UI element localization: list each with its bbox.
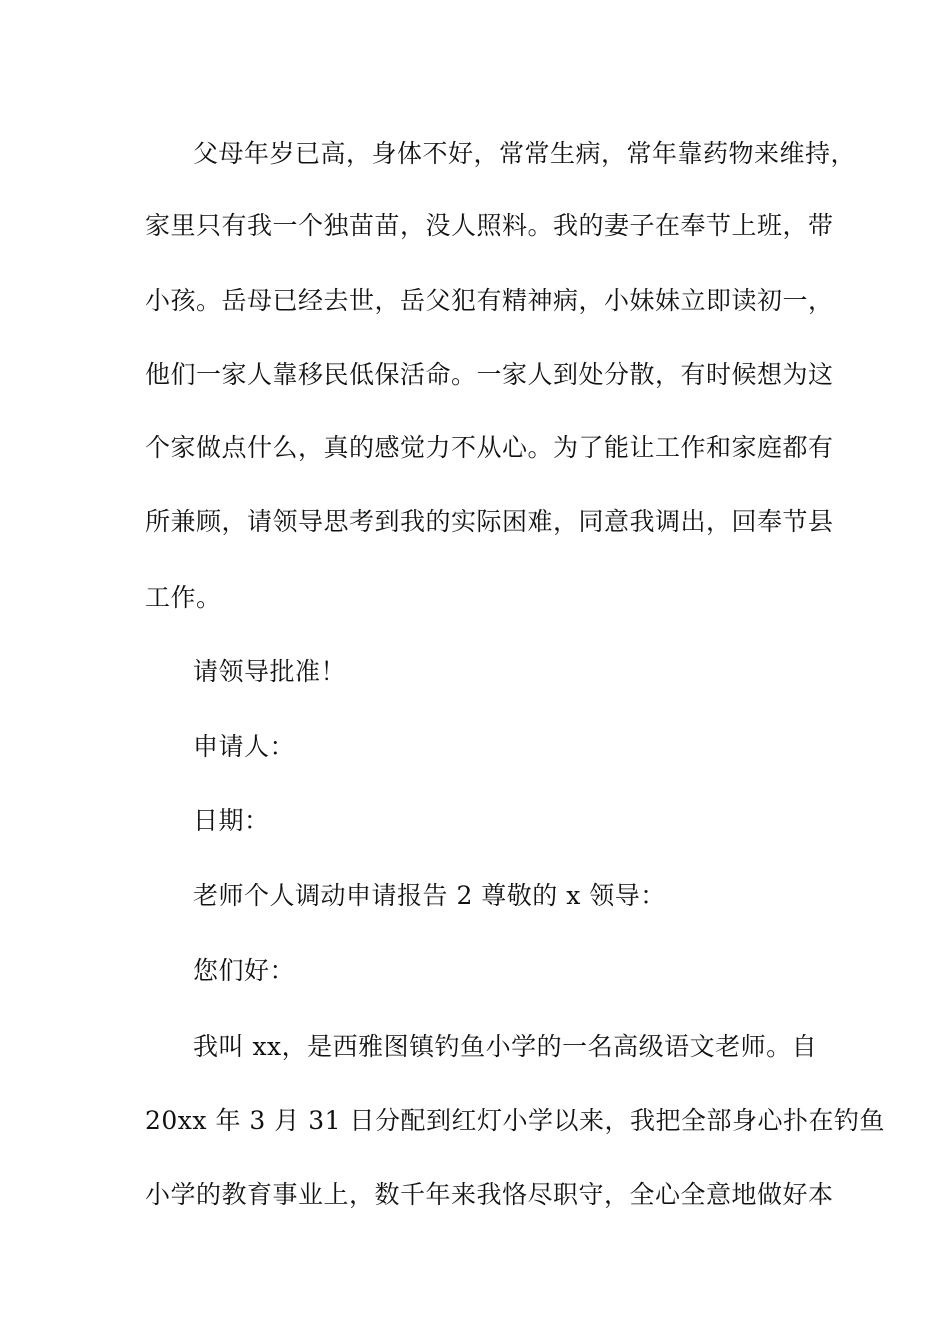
paragraph-line-1: 父母年岁已高，身体不好，常常生病，常年靠药物来维持，: [193, 139, 857, 168]
paragraph-line-4: 他们一家人靠移民低保活命。一家人到处分散，有时候想为这: [145, 360, 834, 389]
second-report-heading: 老师个人调动申请报告 2 尊敬的 x 领导：: [193, 881, 666, 910]
date-label: 日期：: [193, 806, 270, 835]
greeting: 您们好：: [193, 956, 296, 985]
approval-request: 请领导批准！: [193, 657, 347, 686]
body-line-2: 20xx 年 3 月 31 日分配到红灯小学以来，我把全部身心扑在钓鱼: [145, 1106, 885, 1135]
paragraph-line-2: 家里只有我一个独苗苗，没人照料。我的妻子在奉节上班，带: [145, 211, 834, 240]
paragraph-line-5: 个家做点什么，真的感觉力不从心。为了能让工作和家庭都有: [145, 433, 834, 462]
paragraph-line-7: 工作。: [145, 583, 222, 612]
paragraph-line-3: 小孩。岳母已经去世，岳父犯有精神病，小妹妹立即读初一，: [145, 286, 834, 315]
body-line-3: 小学的教育事业上，数千年来我恪尽职守，全心全意地做好本: [145, 1180, 834, 1209]
body-line-1: 我叫 xx，是西雅图镇钓鱼小学的一名高级语文老师。自: [193, 1032, 818, 1061]
paragraph-line-6: 所兼顾，请领导思考到我的实际困难，同意我调出，回奉节县: [145, 507, 834, 536]
applicant-label: 申请人：: [193, 732, 296, 761]
